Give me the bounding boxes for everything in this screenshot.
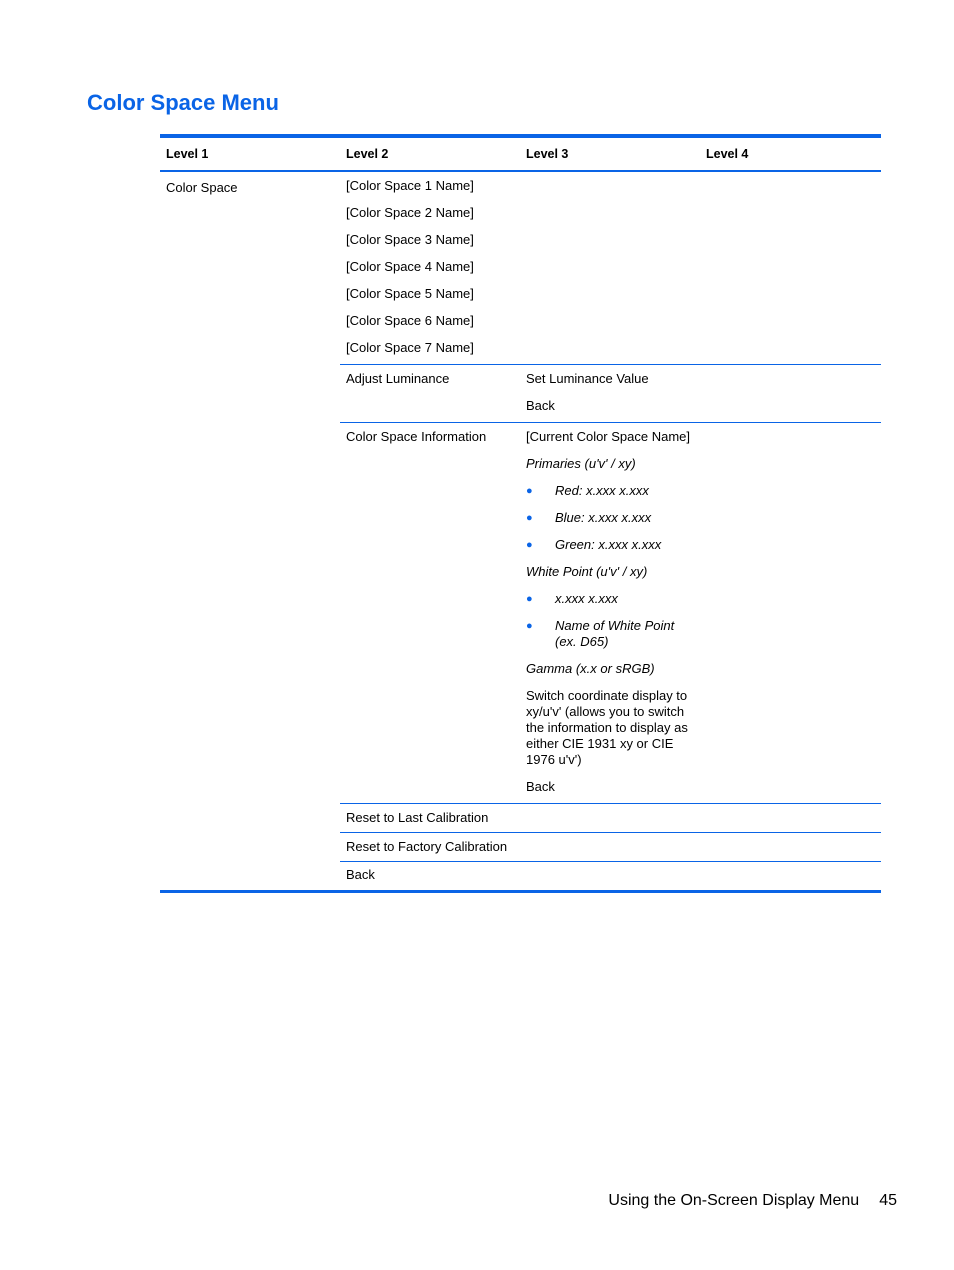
gamma-heading: Gamma (x.x or sRGB) [526,661,655,676]
page-number: 45 [879,1192,897,1209]
bullet-icon: ● [526,620,533,632]
list-item [526,591,694,607]
primary-red: Red: x.xxx x.xxx [555,483,649,498]
white-point-name: Name of White Point (ex. D65) [555,618,675,649]
list-item: [Color Space 7 Name] [346,340,474,355]
level1-color-space: Color Space [166,180,238,195]
bullet-icon: ● [526,593,533,605]
footer-section-title: Using the On-Screen Display Menu [608,1192,860,1209]
color-space-list [340,172,520,364]
list-item [526,618,694,650]
primaries-heading: Primaries (u'v' / xy) [526,456,636,471]
white-point-value: x.xxx x.xxx [555,591,618,606]
reset-last-group [340,803,881,832]
page-footer [608,1192,897,1210]
color-space-info-text: Color Space Information [346,429,487,444]
table-body [160,172,881,890]
page-title: Color Space Menu [87,90,279,115]
list-item [526,537,694,553]
adjust-luminance-items [520,365,700,422]
list-item: [Color Space 2 Name] [346,205,474,220]
table-header [160,138,881,172]
header-level-2: Level 2 [346,147,389,161]
adjust-luminance-label [340,365,520,422]
color-space-group [340,172,881,364]
menu-table [160,134,881,893]
list-item [526,510,694,526]
bullet-icon: ● [526,539,533,551]
list-item: [Color Space 4 Name] [346,259,474,274]
list-item [526,483,694,499]
level2-column [340,172,881,890]
header-level-1: Level 1 [166,147,209,161]
bullet-icon: ● [526,485,533,497]
back-item: Back [346,867,375,882]
color-space-info-label [340,423,520,803]
list-item: Back [526,398,555,413]
list-item: [Color Space 3 Name] [346,232,474,247]
level1-column [160,172,340,890]
list-item: Set Luminance Value [526,371,649,386]
reset-last-calibration: Reset to Last Calibration [346,810,489,825]
reset-factory-group [340,832,881,861]
switch-coordinate-text: Switch coordinate display to xy/u'v' (allows you to switch the information to display as either CIE 1931 xy or CIE 1976 u'v') [526,688,688,767]
color-space-info-group [340,422,881,803]
bullet-icon: ● [526,512,533,524]
adjust-luminance-group [340,364,881,422]
color-space-info-items [520,423,700,803]
list-item: Back [526,779,555,794]
white-point-heading: White Point (u'v' / xy) [526,564,648,579]
list-item: [Color Space 5 Name] [346,286,474,301]
header-level-4: Level 4 [706,147,749,161]
list-item: [Color Space 1 Name] [346,178,474,193]
reset-factory-calibration: Reset to Factory Calibration [346,839,508,854]
back-group [340,861,881,890]
current-color-space: [Current Color Space Name] [526,429,691,444]
primary-green: Green: x.xxx x.xxx [555,537,662,552]
primary-blue: Blue: x.xxx x.xxx [555,510,652,525]
list-item: [Color Space 6 Name] [346,313,474,328]
header-level-3: Level 3 [526,147,569,161]
adjust-luminance-text: Adjust Luminance [346,371,450,386]
